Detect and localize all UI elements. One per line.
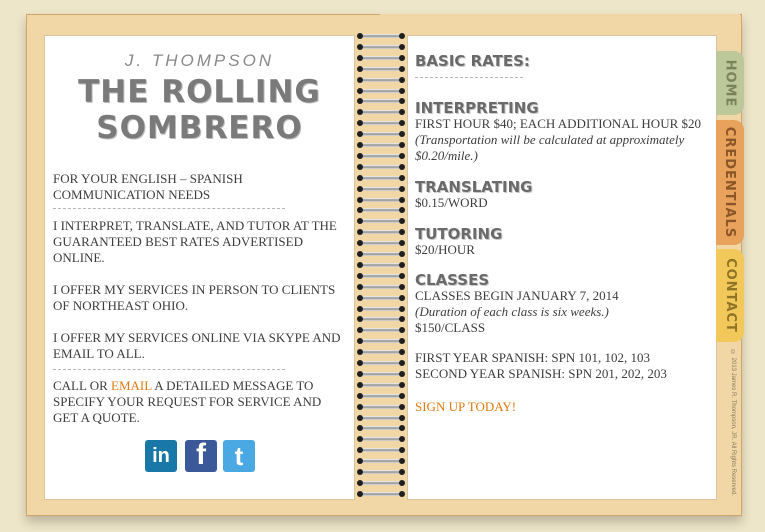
site-logo[interactable]	[45, 74, 354, 146]
classes-note: (Duration of each class is six weeks.)	[415, 304, 609, 319]
spiral-ring	[355, 54, 407, 62]
spiral-ring	[355, 392, 407, 400]
cta-text: CALL OR	[53, 378, 112, 393]
spiral-ring	[355, 294, 407, 302]
classes-heading: CLASSES	[415, 271, 490, 289]
divider	[415, 77, 523, 78]
cta-text: A DETAILED MESSAGE TO SPECIFY YOUR REQUEST FOR SERVICE AND GET A QUOTE.	[53, 378, 322, 425]
spiral-ring	[355, 217, 407, 225]
tutoring-heading: TUTORING	[415, 225, 503, 243]
call-to-action	[53, 378, 345, 426]
tab-contact[interactable]	[716, 249, 744, 342]
spiral-ring	[355, 163, 407, 171]
spiral-ring	[355, 43, 407, 51]
spiral-ring	[355, 152, 407, 160]
tab-credentials[interactable]	[716, 120, 744, 245]
spiral-ring	[355, 414, 407, 422]
sign-up-link[interactable]: SIGN UP TODAY!	[415, 399, 517, 414]
interpreting-rate: FIRST HOUR $40; EACH ADDITIONAL HOUR $20	[415, 116, 702, 131]
spiral-ring	[355, 424, 407, 432]
interpreting-heading: INTERPRETING	[415, 99, 539, 117]
spiral-ring	[355, 435, 407, 443]
spiral-ring	[355, 141, 407, 149]
logo-line-2: SOMBRERO	[96, 110, 303, 146]
spiral-ring	[355, 359, 407, 367]
spiral-ring	[355, 228, 407, 236]
classes-begin: CLASSES BEGIN JANUARY 7, 2014	[415, 288, 619, 303]
spiral-ring	[355, 32, 407, 40]
spiral-ring	[355, 305, 407, 313]
spiral-ring	[355, 196, 407, 204]
online-paragraph: I OFFER MY SERVICES ONLINE VIA SKYPE AND EMAIL TO ALL.	[53, 330, 341, 361]
spiral-ring	[355, 326, 407, 334]
classes-rate: $150/CLASS	[415, 320, 486, 335]
spiral-ring	[355, 250, 407, 258]
spiral-ring	[355, 403, 407, 411]
author-name: J. THOMPSON	[124, 51, 275, 70]
tab-contact-label: CONTACT	[722, 258, 738, 333]
spiral-ring	[355, 206, 407, 214]
spiral-ring	[355, 348, 407, 356]
tab-home[interactable]	[716, 51, 744, 115]
tutoring-rate: $20/HOUR	[415, 242, 475, 257]
interpreting-note: (Transportation will be calculated at approximately $0.20/mile.)	[415, 132, 685, 163]
spiral-ring	[355, 76, 407, 84]
spiral-ring	[355, 65, 407, 73]
in-person-paragraph: I OFFER MY SERVICES IN PERSON TO CLIENTS OF NORTHEAST OHIO.	[53, 282, 336, 313]
translating-heading: TRANSLATING	[415, 178, 533, 196]
spiral-ring	[355, 370, 407, 378]
spiral-ring	[355, 239, 407, 247]
logo-line-1: THE ROLLING	[78, 74, 321, 110]
divider	[53, 369, 285, 370]
spiral-ring	[355, 490, 407, 498]
spiral-ring	[355, 446, 407, 454]
spiral-ring	[355, 174, 407, 182]
spiral-ring	[355, 479, 407, 487]
second-year-courses: SECOND YEAR SPANISH: SPN 201, 202, 203	[415, 366, 667, 381]
spiral-ring	[355, 283, 407, 291]
spiral-ring	[355, 87, 407, 95]
spiral-ring	[355, 119, 407, 127]
first-year-courses: FIRST YEAR SPANISH: SPN 101, 102, 103	[415, 350, 651, 365]
tab-credentials-label: CREDENTIALS	[722, 126, 738, 239]
email-link[interactable]: EMAIL	[111, 378, 152, 393]
tab-home-label: HOME	[722, 59, 738, 107]
spiral-ring	[355, 457, 407, 465]
services-paragraph: I INTERPRET, TRANSLATE, AND TUTOR AT THE GUARANTEED BEST RATES ADVERTISED ONLINE.	[53, 218, 337, 265]
facebook-icon[interactable]: f	[185, 440, 217, 472]
twitter-icon[interactable]: t	[223, 440, 255, 472]
linkedin-icon[interactable]: in	[145, 440, 177, 472]
spiral-ring	[355, 337, 407, 345]
spiral-ring	[355, 272, 407, 280]
copyright-notice: © 2013 James R. Thompson, JR. All Rights Reserved.	[730, 350, 736, 496]
spiral-ring	[355, 468, 407, 476]
spiral-ring	[355, 130, 407, 138]
left-page	[44, 35, 355, 500]
spiral-ring	[355, 185, 407, 193]
spiral-ring	[355, 261, 407, 269]
spiral-binding	[355, 32, 407, 502]
translating-rate: $0.15/WORD	[415, 195, 488, 210]
spiral-ring	[355, 97, 407, 105]
divider	[53, 208, 285, 209]
right-page	[407, 35, 717, 500]
spiral-ring	[355, 108, 407, 116]
spiral-ring	[355, 381, 407, 389]
basic-rates-heading: BASIC RATES:	[415, 52, 530, 70]
intro-text: FOR YOUR ENGLISH – SPANISH COMMUNICATION NEEDS	[53, 171, 243, 202]
spiral-ring	[355, 315, 407, 323]
